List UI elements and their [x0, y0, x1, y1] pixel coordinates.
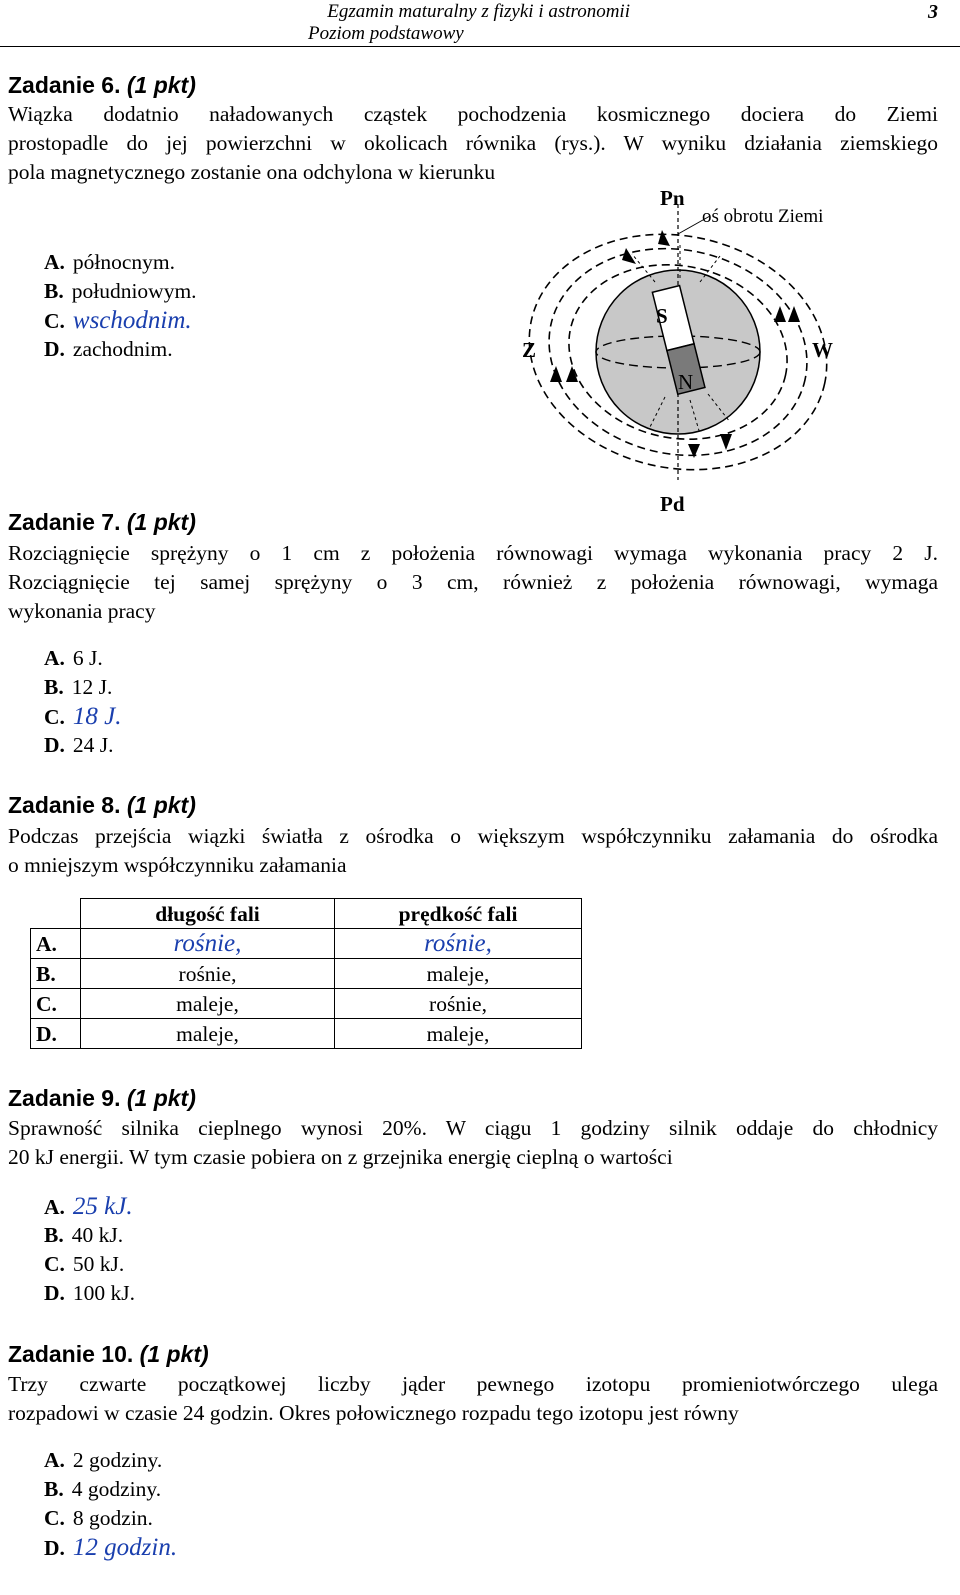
earth-diagram — [510, 182, 940, 522]
task-10-question: Trzy czwarte początkowej liczby jąder pewnego izotopu promieniotwórczego ulega rozpadowi w czasie 24 godzin. Okres połowicznego rozpadu tego izotopu jest równy — [8, 1372, 938, 1425]
task-7-answers — [44, 644, 122, 760]
answer-option[interactable]: A. 2 godziny. — [44, 1448, 163, 1472]
answer-option-selected[interactable]: C. 18 J. — [44, 703, 122, 730]
column-header-speed: prędkość fali — [335, 899, 582, 929]
answer-option[interactable]: D. 100 kJ. — [44, 1281, 136, 1305]
task-7-question: Rozciągnięcie sprężyny o 1 cm z położenia równowagi wymaga wykonania pracy 2 J. Rozciągnięcie tej samej sprężyny o 3 cm, również z położenia równowagi, wymaga wykonania pracy — [8, 541, 938, 623]
axis-label: oś obrotu Ziemi — [702, 206, 824, 227]
exam-title: Egzamin maturalny z fizyki i astronomii — [327, 1, 630, 22]
answer-option[interactable]: B. 4 godziny. — [44, 1477, 162, 1501]
task-10-title: Zadanie 10. (1 pkt) — [8, 1341, 209, 1367]
magnet-n-label: N — [678, 370, 694, 394]
task-10 — [8, 1340, 938, 1428]
answer-option-selected[interactable]: A. 25 kJ. — [44, 1193, 133, 1220]
table-row[interactable]: D. maleje, maleje, — [31, 1019, 582, 1049]
east-label: W — [812, 338, 833, 362]
task-9-title: Zadanie 9. (1 pkt) — [8, 1085, 196, 1111]
north-pole-label: Pn — [660, 186, 685, 210]
task-6 — [8, 71, 938, 187]
answer-option[interactable]: D. zachodnim. — [44, 337, 173, 361]
answer-option[interactable]: C. 8 godzin. — [44, 1506, 153, 1530]
task-10-answers — [44, 1446, 177, 1562]
task-6-question: Wiązka dodatnio naładowanych cząstek pochodzenia kosmicznego dociera do Ziemi prostopadle do jej powierzchni w okolicach równika (rys.). W wyniku działania ziemskiego pola magnetycznego zostanie ona odchylona w kierunku — [8, 102, 938, 184]
task-9-answers — [44, 1192, 135, 1308]
page-number: 3 — [928, 1, 938, 23]
task-9 — [8, 1084, 938, 1172]
west-label: Z — [522, 338, 537, 362]
exam-level: Poziom podstawowy — [308, 23, 464, 44]
table-row-selected[interactable]: A. rośnie, rośnie, — [31, 929, 582, 959]
answer-option[interactable]: A. 6 J. — [44, 646, 103, 670]
answer-option-selected[interactable]: C. wschodnim. — [44, 307, 192, 334]
earth-magnetic-field-figure — [510, 182, 940, 522]
task-7 — [8, 508, 938, 626]
table-header-row — [31, 899, 582, 929]
answer-option[interactable]: D. 24 J. — [44, 733, 114, 757]
south-pole-label: Pd — [660, 492, 685, 516]
table-row[interactable]: C. maleje, rośnie, — [31, 989, 582, 1019]
answer-option[interactable]: C. 50 kJ. — [44, 1252, 125, 1276]
page-header — [0, 0, 960, 50]
answer-option[interactable]: B. południowym. — [44, 279, 197, 303]
task-7-title: Zadanie 7. (1 pkt) — [8, 509, 196, 535]
task-6-answers — [44, 248, 197, 364]
task-8-title: Zadanie 8. (1 pkt) — [8, 792, 196, 818]
task-9-question: Sprawność silnika cieplnego wynosi 20%. W ciągu 1 godziny silnik oddaje do chłodnicy 20 kJ energii. W tym czasie pobiera on z grzejnika energię cieplną o wartości — [8, 1116, 938, 1169]
answer-option[interactable]: B. 12 J. — [44, 675, 113, 699]
task-8-question: Podczas przejścia wiązki światła z ośrodka o większym współczynniku załamania do ośrodka o mniejszym współczynniku załamania — [8, 824, 938, 877]
header-divider — [0, 46, 960, 47]
task-6-title: Zadanie 6. (1 pkt) — [8, 72, 196, 98]
answer-option-selected[interactable]: D. 12 godzin. — [44, 1534, 178, 1561]
task-8 — [8, 791, 938, 880]
task-8-answer-table — [30, 898, 582, 1049]
answer-option[interactable]: A. północnym. — [44, 250, 176, 274]
column-header-wavelength: długość fali — [81, 899, 335, 929]
table-row[interactable]: B. rośnie, maleje, — [31, 959, 582, 989]
answer-option[interactable]: B. 40 kJ. — [44, 1223, 124, 1247]
magnet-s-label: S — [656, 304, 668, 328]
